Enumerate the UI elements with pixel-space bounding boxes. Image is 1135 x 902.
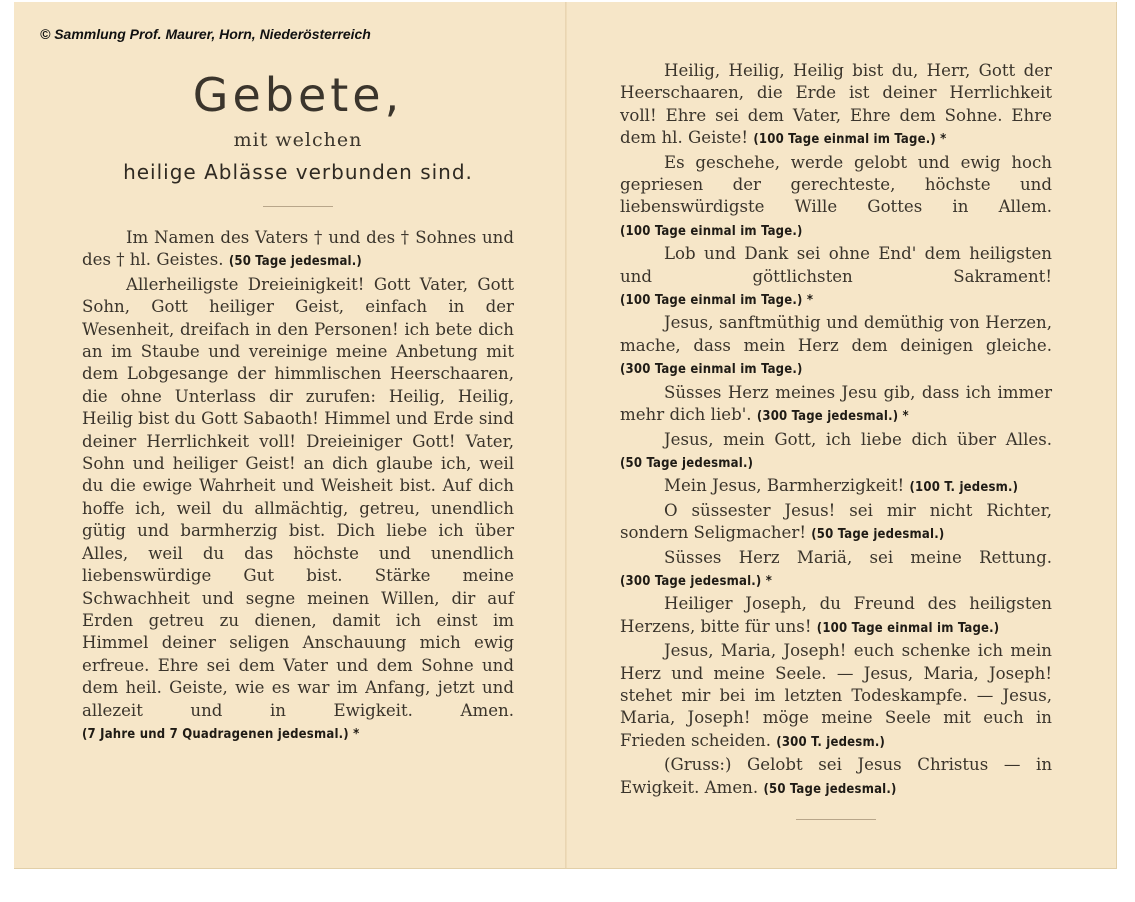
prayer-text: Jesus, Maria, Joseph! euch schenke ich mein Herz und meine Seele. — Jesus, Maria, Joseph! stehet mir bei im letzten Todeskampfe. — Jesus, Maria, Joseph! möge meine Seele mit euch in Frieden scheiden. xyxy=(620,641,1052,750)
prayer-text: Heilig, Heilig, Heilig bist du, Herr, Gott der Heerschaaren, die Erde ist deiner Herrlichkeit voll! Ehre sei dem Vater, Ehre dem Sohne. Ehre dem hl. Geiste! xyxy=(620,61,1052,148)
prayer-paragraph xyxy=(620,312,1052,381)
prayer-paragraph xyxy=(620,754,1052,801)
prayer-text: Jesus, sanftmüthig und demüthig von Herzen, mache, dass mein Herz dem deinigen gleiche. xyxy=(620,313,1052,355)
indulgence-note: (50 Tage jedesmal.) xyxy=(763,781,897,797)
prayer-paragraph xyxy=(620,382,1052,429)
indulgence-note: (300 Tage jedesmal.) * xyxy=(620,573,773,589)
prayer-text: Süsses Herz meines Jesu gib, dass ich immer mehr dich lieb'. xyxy=(620,382,1052,425)
prayer-text: Süsses Herz Mariä, sei meine Rettung. xyxy=(664,547,1052,567)
prayer-paragraph xyxy=(620,152,1052,244)
center-fold xyxy=(565,2,567,868)
indulgence-note: (50 Tage jedesmal.) xyxy=(228,254,362,270)
indulgence-note: (7 Jahre und 7 Quadragenen jedesmal.) * xyxy=(82,726,360,742)
prayer-list xyxy=(620,60,1052,801)
indulgence-note: (300 Tage einmal im Tage.) xyxy=(620,362,803,378)
subtitle: mit welchen xyxy=(233,129,363,151)
indulgence-note: (100 T. jedesm.) xyxy=(909,480,1019,496)
prayer-paragraph xyxy=(620,429,1052,476)
prayer-paragraph xyxy=(620,60,1052,152)
prayer-paragraph xyxy=(620,640,1052,754)
prayer-paragraph xyxy=(620,243,1052,312)
prayer-text: Lob und Dank sei ohne End' dem heiligsten und göttlichsten Sakrament! xyxy=(620,244,1052,286)
prayer-text: Jesus, mein Gott, ich liebe dich über Alles. xyxy=(664,429,1052,449)
indulgence-note: (300 Tage jedesmal.) * xyxy=(756,409,909,425)
divider xyxy=(263,206,333,207)
divider xyxy=(796,819,876,820)
prayer-paragraph xyxy=(620,475,1052,499)
indulgence-note: (50 Tage jedesmal.) xyxy=(811,527,945,543)
prayer-paragraph xyxy=(82,227,514,274)
prayer-text: O süssester Jesus! sei mir nicht Richter, sondern Seligmacher! xyxy=(620,500,1052,543)
prayer-paragraph xyxy=(82,274,514,747)
left-page xyxy=(82,60,514,746)
indulgence-note: (100 Tage einmal im Tage.) * xyxy=(620,293,814,309)
page-title: Gebete, xyxy=(192,68,404,122)
prayer-text: Allerheiligste Dreieinigkeit! Gott Vater, Gott Sohn, Gott heiliger Geist, einfach in der Wesenheit, dreifach in den Personen! ich bete dich an im Staube und vereinige meine Anbetung mit dem Lobgesange der himmlischen Heerschaaren, die ohne Unterlass dir zurufen: Heilig, Heilig, Heilig bist du Gott Sabaoth! Himmel und Erde sind deiner Herrlichkeit voll! Dreieiniger Gott! Vater, Sohn und heiliger Geist! an dich glaube ich, weil du die ewige Wahrheit und Weisheit bist. Auf dich hoffe ich, weil du allmächtig, getreu, unendlich gütig und barmherzig bist. Dich liebe ich über Alles, weil du das höchste und unendlich liebenswürdige Gut bist. Stärke meine Schwachheit und segne meinen Willen, dir auf Erden getreu zu dienen, damit ich einst im Himmel deiner seligen Anschauung mich ewig erfreue. Ehre sei dem Vater und dem Sohne und dem heil. Geiste, wie es war im Anfang, jetzt und allezeit und in Ewigkeit. Amen. xyxy=(82,274,514,720)
prayer-paragraph xyxy=(620,593,1052,640)
prayer-text: Es geschehe, werde gelobt und ewig hoch gepriesen der gerechteste, höchste und liebenswürdigste Wille Gottes in Allem. xyxy=(620,152,1052,217)
subtitle-heading: heilige Ablässe verbunden sind. xyxy=(123,160,473,184)
indulgence-note: (300 T. jedesm.) xyxy=(776,734,886,750)
indulgence-note: (100 Tage einmal im Tage.) xyxy=(620,223,803,239)
prayer-text: Heiliger Joseph, du Freund des heiligsten Herzens, bitte für uns! xyxy=(620,594,1052,636)
prayer-paragraph xyxy=(620,547,1052,594)
indulgence-note: (100 Tage einmal im Tage.) xyxy=(816,620,1000,636)
prayer-paragraph xyxy=(620,500,1052,547)
prayer-text: (Gruss:) Gelobt sei Jesus Christus — in Ewigkeit. Amen. xyxy=(620,755,1052,797)
prayer-text: Im Namen des Vaters † und des † Sohnes und des † hl. Geistes. xyxy=(82,228,514,270)
copyright-notice: © Sammlung Prof. Maurer, Horn, Niederösterreich xyxy=(40,26,371,42)
prayer-text: Mein Jesus, Barmherzigkeit! xyxy=(664,476,905,496)
indulgence-note: (50 Tage jedesmal.) xyxy=(620,455,754,471)
right-page xyxy=(620,60,1052,820)
indulgence-note: (100 Tage einmal im Tage.) * xyxy=(753,132,947,148)
